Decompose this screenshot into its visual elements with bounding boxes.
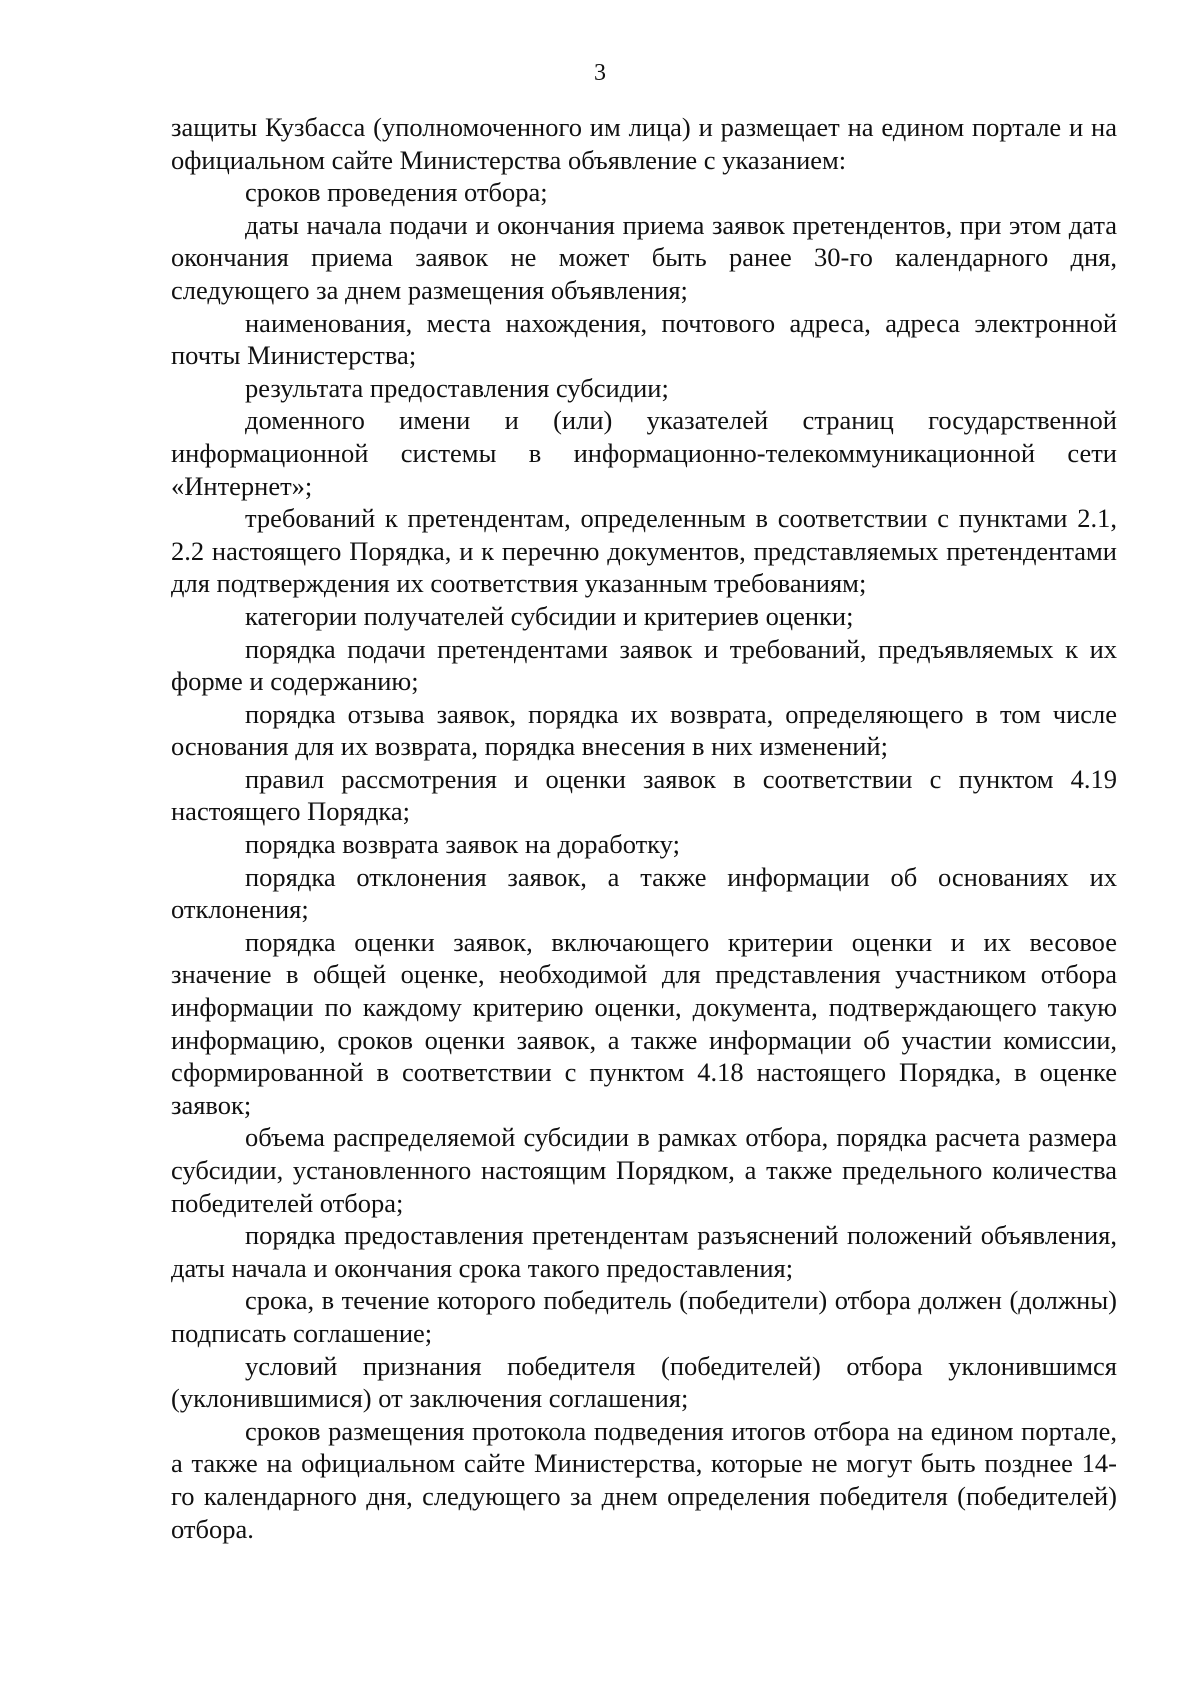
paragraph: даты начала подачи и окончания приема заявок претендентов, при этом дата окончания приема заявок не может быть ранее 30-го календарного дня, следующего за днем размещения объявления;	[171, 209, 1117, 305]
paragraph: условий признания победителя (победителей) отбора уклонившимся (уклонившимися) от заключения соглашения;	[171, 1350, 1117, 1414]
page-number: 3	[594, 60, 606, 86]
paragraph: защиты Кузбасса (уполномоченного им лица) и размещает на едином портале и на официальном сайте Министерства объявление с указанием:	[171, 112, 1117, 175]
paragraph: срока, в течение которого победитель (победители) отбора должен (должны) подписать соглашение;	[171, 1285, 1117, 1348]
paragraph: объема распределяемой субсидии в рамках отбора, порядка расчета размера субсидии, установленного настоящим Порядком, а также предельного количества победителей отбора;	[171, 1122, 1117, 1218]
paragraph: правил рассмотрения и оценки заявок в соответствии с пунктом 4.19 настоящего Порядка;	[171, 763, 1117, 827]
paragraph: доменного имени и (или) указателей страниц государственной информационной системы в информационно-телекоммуникационной сети «Интернет»;	[171, 405, 1117, 501]
paragraph: наименования, места нахождения, почтового адреса, адреса электронной почты Министерства;	[171, 307, 1117, 371]
paragraph: сроков проведения отбора;	[245, 177, 548, 208]
paragraph: сроков размещения протокола подведения итогов отбора на едином портале, а также на официальном сайте Министерства, которые не могут быть позднее 14-го календарного дня, следующего за днем определения победителя (победителей) отбора.	[171, 1415, 1117, 1544]
paragraph: результата предоставления субсидии;	[245, 372, 669, 403]
paragraph: порядка отзыва заявок, порядка их возврата, определяющего в том числе основания для их возврата, порядка внесения в них изменений;	[171, 698, 1117, 762]
paragraph: порядка подачи претендентами заявок и требований, предъявляемых к их форме и содержанию;	[171, 633, 1117, 697]
document-body	[171, 111, 1117, 1545]
paragraph: порядка оценки заявок, включающего критерии оценки и их весовое значение в общей оценке, необходимой для представления участником отбора информации по каждому критерию оценки, документа, подтверждающего такую информацию, сроков оценки заявок, а также информации об участии комиссии, сформированной в соответствии с пунктом 4.18 настоящего Порядка, в оценке заявок;	[171, 926, 1117, 1120]
paragraph: требований к претендентам, определенным в соответствии с пунктами 2.1, 2.2 настоящего Порядка, и к перечню документов, представляемых претендентами для подтверждения их соответствия указанным требованиям;	[171, 503, 1117, 599]
paragraph: порядка отклонения заявок, а также информации об основаниях их отклонения;	[171, 861, 1117, 925]
paragraph: порядка предоставления претендентам разъяснений положений объявления, даты начала и окончания срока такого предоставления;	[171, 1220, 1117, 1283]
paragraph: порядка возврата заявок на доработку;	[245, 829, 680, 860]
paragraph: категории получателей субсидии и критериев оценки;	[245, 600, 854, 631]
